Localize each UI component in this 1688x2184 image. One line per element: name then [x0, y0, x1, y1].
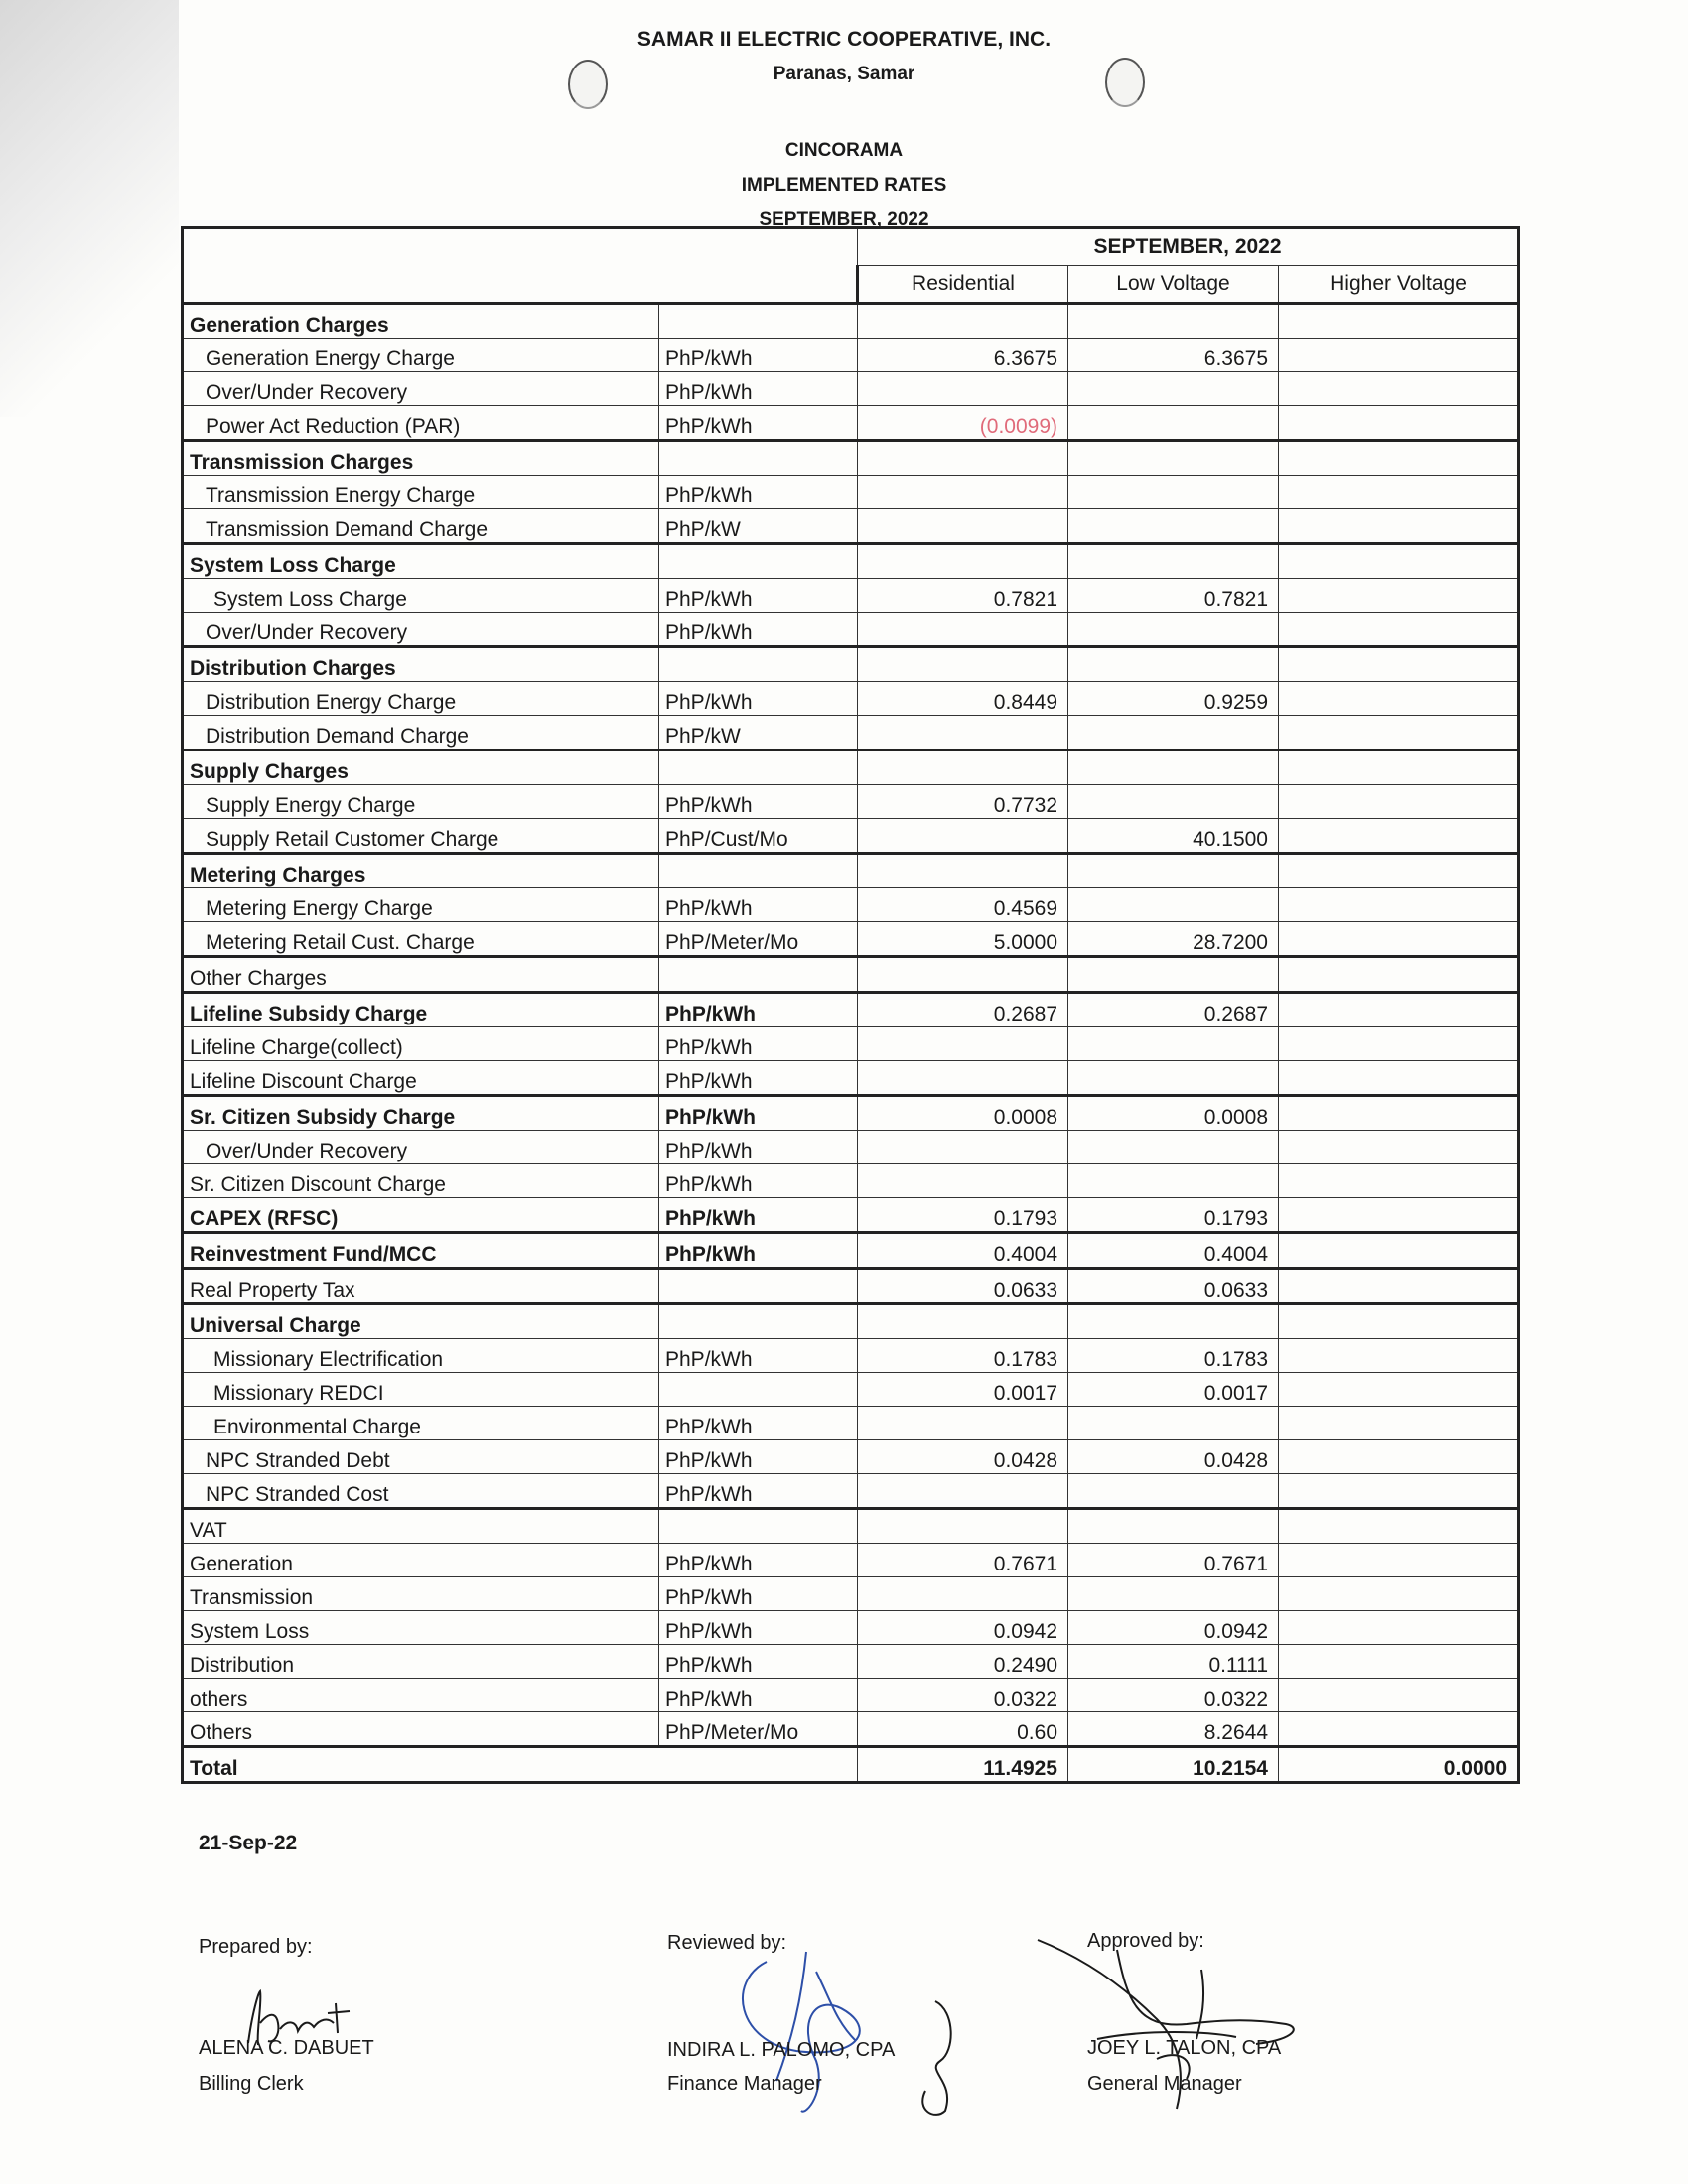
rate-residential: 0.2490: [858, 1645, 1068, 1679]
rate-higher-voltage: [1279, 509, 1519, 544]
rate-higher-voltage: [1279, 993, 1519, 1027]
rate-row: [183, 1577, 1519, 1611]
rate-label: Distribution: [183, 1645, 659, 1679]
rate-residential: [858, 716, 1068, 751]
col-header-low-voltage: Low Voltage: [1068, 266, 1279, 304]
rate-label: Power Act Reduction (PAR): [183, 406, 659, 441]
approved-by-title: General Manager: [1087, 2073, 1242, 2095]
rate-label: Over/Under Recovery: [183, 613, 659, 647]
rate-row: [183, 716, 1519, 751]
rate-residential: [858, 854, 1068, 888]
rate-residential: 0.7671: [858, 1544, 1068, 1577]
rate-residential: 0.1793: [858, 1198, 1068, 1233]
rate-low-voltage: 28.7200: [1068, 922, 1279, 957]
rate-label: VAT: [183, 1509, 659, 1544]
rate-row: [183, 647, 1519, 682]
rate-residential: [858, 647, 1068, 682]
rate-unit: [659, 544, 858, 579]
rate-low-voltage: 0.1111: [1068, 1645, 1279, 1679]
document-date: 21-Sep-22: [199, 1832, 298, 1854]
rate-residential: 5.0000: [858, 922, 1068, 957]
rate-label: Supply Retail Customer Charge: [183, 819, 659, 854]
rate-residential: [858, 544, 1068, 579]
org-name: SAMAR II ELECTRIC COOPERATIVE, INC.: [636, 28, 1052, 51]
approved-by-label: Approved by:: [1087, 1930, 1204, 1952]
rate-label: Metering Energy Charge: [183, 888, 659, 922]
rate-higher-voltage: [1279, 544, 1519, 579]
rate-row: [183, 1304, 1519, 1339]
rate-row: [183, 441, 1519, 476]
total-label: Total: [183, 1747, 858, 1783]
rate-row: [183, 476, 1519, 509]
rate-higher-voltage: [1279, 613, 1519, 647]
title-line-3: SEPTEMBER, 2022: [759, 209, 929, 230]
rate-higher-voltage: [1279, 922, 1519, 957]
rate-label: Metering Retail Cust. Charge: [183, 922, 659, 957]
rate-label: Generation Energy Charge: [183, 339, 659, 372]
rate-label: Distribution Demand Charge: [183, 716, 659, 751]
rate-low-voltage: [1068, 613, 1279, 647]
rate-row: [183, 613, 1519, 647]
rate-row: [183, 922, 1519, 957]
rate-higher-voltage: [1279, 819, 1519, 854]
rate-unit: PhP/kWh: [659, 579, 858, 613]
rate-higher-voltage: [1279, 579, 1519, 613]
approved-by-name: JOEY L. TALON, CPA: [1087, 2037, 1282, 2059]
rate-higher-voltage: [1279, 1096, 1519, 1131]
rate-higher-voltage: [1279, 476, 1519, 509]
rate-unit: [659, 441, 858, 476]
rate-row: [183, 1645, 1519, 1679]
rate-unit: PhP/Meter/Mo: [659, 922, 858, 957]
rate-label: Other Charges: [183, 957, 659, 993]
rate-unit: PhP/kWh: [659, 1339, 858, 1373]
rate-row: [183, 1407, 1519, 1440]
col-header-residential: Residential: [858, 266, 1068, 304]
rate-row: [183, 993, 1519, 1027]
rate-unit: PhP/kWh: [659, 1407, 858, 1440]
rate-row: [183, 509, 1519, 544]
rate-row: [183, 1027, 1519, 1061]
rate-row: [183, 819, 1519, 854]
rate-row: [183, 888, 1519, 922]
rate-row: [183, 1096, 1519, 1131]
rate-low-voltage: 0.0008: [1068, 1096, 1279, 1131]
rate-low-voltage: 0.9259: [1068, 682, 1279, 716]
rate-row: [183, 854, 1519, 888]
rate-residential: [858, 1027, 1068, 1061]
rate-unit: PhP/kWh: [659, 613, 858, 647]
rate-residential: 0.0017: [858, 1373, 1068, 1407]
header-blank-cell: [183, 228, 858, 304]
rate-residential: [858, 1474, 1068, 1509]
rate-low-voltage: [1068, 1164, 1279, 1198]
rate-unit: PhP/kWh: [659, 785, 858, 819]
rate-residential: 0.8449: [858, 682, 1068, 716]
rate-higher-voltage: [1279, 1027, 1519, 1061]
rate-residential: 0.4004: [858, 1233, 1068, 1269]
rate-low-voltage: [1068, 1474, 1279, 1509]
rate-residential: [858, 1164, 1068, 1198]
prepared-by-label: Prepared by:: [199, 1936, 313, 1958]
rate-row: [183, 957, 1519, 993]
rate-label: NPC Stranded Debt: [183, 1440, 659, 1474]
rate-low-voltage: [1068, 1509, 1279, 1544]
rate-low-voltage: [1068, 888, 1279, 922]
rate-higher-voltage: [1279, 304, 1519, 339]
rate-low-voltage: 0.4004: [1068, 1233, 1279, 1269]
rate-residential: 0.7732: [858, 785, 1068, 819]
rate-higher-voltage: [1279, 339, 1519, 372]
rate-residential: [858, 1061, 1068, 1096]
rate-higher-voltage: [1279, 751, 1519, 785]
rate-label: others: [183, 1679, 659, 1712]
rate-unit: PhP/kWh: [659, 682, 858, 716]
rate-unit: [659, 1373, 858, 1407]
rate-low-voltage: [1068, 372, 1279, 406]
rate-low-voltage: [1068, 957, 1279, 993]
rate-label: Transmission Demand Charge: [183, 509, 659, 544]
title-line-2: IMPLEMENTED RATES: [741, 175, 947, 196]
rate-label: Over/Under Recovery: [183, 372, 659, 406]
rate-row: [183, 1544, 1519, 1577]
rate-residential: 6.3675: [858, 339, 1068, 372]
rate-low-voltage: [1068, 1304, 1279, 1339]
rate-label: Lifeline Subsidy Charge: [183, 993, 659, 1027]
document-title: [0, 133, 1688, 237]
rate-row: [183, 1440, 1519, 1474]
rate-higher-voltage: [1279, 1269, 1519, 1304]
rate-unit: PhP/kW: [659, 716, 858, 751]
rate-residential: [858, 509, 1068, 544]
rate-low-voltage: [1068, 304, 1279, 339]
rate-label: Transmission Energy Charge: [183, 476, 659, 509]
rate-residential: [858, 613, 1068, 647]
rate-label: Sr. Citizen Discount Charge: [183, 1164, 659, 1198]
rate-row: [183, 1509, 1519, 1544]
rate-higher-voltage: [1279, 1679, 1519, 1712]
rate-row: [183, 1373, 1519, 1407]
rate-low-voltage: [1068, 751, 1279, 785]
rate-low-voltage: [1068, 406, 1279, 441]
rate-residential: [858, 957, 1068, 993]
rate-unit: [659, 304, 858, 339]
rate-unit: PhP/kWh: [659, 1577, 858, 1611]
rate-higher-voltage: [1279, 1611, 1519, 1645]
rate-label: Transmission Charges: [183, 441, 659, 476]
rate-unit: PhP/kWh: [659, 888, 858, 922]
col-header-higher-voltage: Higher Voltage: [1279, 266, 1519, 304]
rate-unit: PhP/kWh: [659, 476, 858, 509]
rate-row: [183, 1474, 1519, 1509]
rate-label: Missionary REDCI: [183, 1373, 659, 1407]
rate-label: Sr. Citizen Subsidy Charge: [183, 1096, 659, 1131]
rate-unit: [659, 957, 858, 993]
rate-higher-voltage: [1279, 1544, 1519, 1577]
rate-unit: PhP/kWh: [659, 406, 858, 441]
total-low-voltage: 10.2154: [1068, 1747, 1279, 1783]
rate-low-voltage: [1068, 509, 1279, 544]
rate-row: [183, 1269, 1519, 1304]
rates-table: [181, 226, 1520, 1784]
rate-low-voltage: 0.0633: [1068, 1269, 1279, 1304]
rate-higher-voltage: [1279, 785, 1519, 819]
rate-unit: [659, 1304, 858, 1339]
rate-row: [183, 682, 1519, 716]
rate-residential: [858, 1407, 1068, 1440]
rate-unit: PhP/Cust/Mo: [659, 819, 858, 854]
rate-unit: PhP/kWh: [659, 339, 858, 372]
rate-low-voltage: [1068, 1131, 1279, 1164]
rate-unit: PhP/kWh: [659, 1131, 858, 1164]
rate-unit: PhP/kWh: [659, 1474, 858, 1509]
rate-low-voltage: 6.3675: [1068, 339, 1279, 372]
rate-row: [183, 1339, 1519, 1373]
rate-label: CAPEX (RFSC): [183, 1198, 659, 1233]
period-header: SEPTEMBER, 2022: [858, 228, 1519, 266]
rate-higher-voltage: [1279, 957, 1519, 993]
rate-unit: PhP/Meter/Mo: [659, 1712, 858, 1747]
rate-higher-voltage: [1279, 1339, 1519, 1373]
rate-label: Real Property Tax: [183, 1269, 659, 1304]
rate-label: Distribution Energy Charge: [183, 682, 659, 716]
rate-residential: 0.2687: [858, 993, 1068, 1027]
rate-higher-voltage: [1279, 1407, 1519, 1440]
rate-residential: 0.0942: [858, 1611, 1068, 1645]
rate-low-voltage: 0.0322: [1068, 1679, 1279, 1712]
rate-residential: [858, 1509, 1068, 1544]
rate-low-voltage: [1068, 544, 1279, 579]
rate-unit: PhP/kWh: [659, 372, 858, 406]
rate-low-voltage: [1068, 854, 1279, 888]
rate-row: [183, 406, 1519, 441]
rate-unit: PhP/kWh: [659, 1027, 858, 1061]
rate-residential: [858, 819, 1068, 854]
rate-low-voltage: 0.2687: [1068, 993, 1279, 1027]
total-residential: 11.4925: [858, 1747, 1068, 1783]
reviewed-by-title: Finance Manager: [667, 2073, 822, 2095]
rate-label: Lifeline Discount Charge: [183, 1061, 659, 1096]
rate-low-voltage: 40.1500: [1068, 819, 1279, 854]
rate-label: NPC Stranded Cost: [183, 1474, 659, 1509]
rate-higher-voltage: [1279, 1304, 1519, 1339]
rate-unit: PhP/kWh: [659, 1679, 858, 1712]
rate-low-voltage: [1068, 1407, 1279, 1440]
rate-label: System Loss Charge: [183, 544, 659, 579]
rate-row: [183, 1712, 1519, 1747]
rate-unit: PhP/kWh: [659, 1198, 858, 1233]
rate-higher-voltage: [1279, 682, 1519, 716]
rate-residential: [858, 304, 1068, 339]
total-row: [183, 1747, 1519, 1783]
rate-row: [183, 1233, 1519, 1269]
rate-low-voltage: [1068, 1027, 1279, 1061]
rate-label: Supply Charges: [183, 751, 659, 785]
rate-low-voltage: [1068, 441, 1279, 476]
rate-higher-voltage: [1279, 647, 1519, 682]
rate-label: Transmission: [183, 1577, 659, 1611]
rate-higher-voltage: [1279, 1131, 1519, 1164]
rate-residential: [858, 1577, 1068, 1611]
rate-label: Generation: [183, 1544, 659, 1577]
org-location: Paranas, Samar: [773, 64, 915, 84]
rate-higher-voltage: [1279, 1198, 1519, 1233]
rate-label: System Loss: [183, 1611, 659, 1645]
prepared-by-name: ALENA C. DABUET: [199, 2037, 374, 2059]
rate-higher-voltage: [1279, 1712, 1519, 1747]
rate-low-voltage: [1068, 647, 1279, 682]
rate-label: Supply Energy Charge: [183, 785, 659, 819]
rate-residential: [858, 372, 1068, 406]
rate-label: Missionary Electrification: [183, 1339, 659, 1373]
rate-unit: PhP/kWh: [659, 1096, 858, 1131]
rate-row: [183, 1164, 1519, 1198]
rate-higher-voltage: [1279, 1373, 1519, 1407]
rate-low-voltage: 0.7671: [1068, 1544, 1279, 1577]
rate-row: [183, 544, 1519, 579]
rate-row: [183, 1679, 1519, 1712]
rate-higher-voltage: [1279, 406, 1519, 441]
rate-higher-voltage: [1279, 1577, 1519, 1611]
prepared-by-title: Billing Clerk: [199, 2073, 304, 2095]
rate-row: [183, 579, 1519, 613]
rate-low-voltage: 0.0017: [1068, 1373, 1279, 1407]
rate-low-voltage: 0.1793: [1068, 1198, 1279, 1233]
rate-higher-voltage: [1279, 441, 1519, 476]
total-higher-voltage: 0.0000: [1279, 1747, 1519, 1783]
rate-higher-voltage: [1279, 1164, 1519, 1198]
rate-low-voltage: [1068, 1061, 1279, 1096]
rate-residential: 0.0633: [858, 1269, 1068, 1304]
rate-label: Others: [183, 1712, 659, 1747]
rate-unit: PhP/kWh: [659, 1164, 858, 1198]
rate-residential: 0.4569: [858, 888, 1068, 922]
rate-unit: PhP/kWh: [659, 993, 858, 1027]
rate-low-voltage: [1068, 785, 1279, 819]
rate-unit: PhP/kWh: [659, 1544, 858, 1577]
rate-unit: PhP/kWh: [659, 1061, 858, 1096]
rate-unit: [659, 1269, 858, 1304]
rate-higher-voltage: [1279, 1474, 1519, 1509]
rate-row: [183, 785, 1519, 819]
rate-row: [183, 339, 1519, 372]
rate-unit: PhP/kWh: [659, 1645, 858, 1679]
rate-label: Environmental Charge: [183, 1407, 659, 1440]
rate-low-voltage: 0.0942: [1068, 1611, 1279, 1645]
rate-unit: PhP/kW: [659, 509, 858, 544]
rate-low-voltage: 8.2644: [1068, 1712, 1279, 1747]
rate-higher-voltage: [1279, 888, 1519, 922]
rate-residential: [858, 1131, 1068, 1164]
rate-higher-voltage: [1279, 1440, 1519, 1474]
rate-label: Metering Charges: [183, 854, 659, 888]
rate-low-voltage: [1068, 476, 1279, 509]
rate-residential: [858, 1304, 1068, 1339]
rate-unit: PhP/kWh: [659, 1440, 858, 1474]
rate-unit: PhP/kWh: [659, 1611, 858, 1645]
reviewed-by-name: INDIRA L. PALOMO, CPA: [667, 2039, 896, 2061]
rate-label: Lifeline Charge(collect): [183, 1027, 659, 1061]
rate-label: Universal Charge: [183, 1304, 659, 1339]
rate-row: [183, 304, 1519, 339]
rate-residential: 0.0428: [858, 1440, 1068, 1474]
rate-residential: [858, 751, 1068, 785]
rate-higher-voltage: [1279, 854, 1519, 888]
rate-residential: 0.7821: [858, 579, 1068, 613]
rate-row: [183, 751, 1519, 785]
rate-unit: PhP/kWh: [659, 1233, 858, 1269]
rate-unit: [659, 751, 858, 785]
rate-residential: 0.1783: [858, 1339, 1068, 1373]
rate-higher-voltage: [1279, 1645, 1519, 1679]
rate-residential: [858, 476, 1068, 509]
rate-low-voltage: 0.1783: [1068, 1339, 1279, 1373]
rate-unit: [659, 854, 858, 888]
rate-row: [183, 1198, 1519, 1233]
rate-row: [183, 1611, 1519, 1645]
reviewed-by-label: Reviewed by:: [667, 1932, 787, 1954]
rate-unit: [659, 1509, 858, 1544]
rate-higher-voltage: [1279, 1233, 1519, 1269]
rate-residential: [858, 441, 1068, 476]
rate-residential: 0.60: [858, 1712, 1068, 1747]
rate-higher-voltage: [1279, 716, 1519, 751]
rate-unit: [659, 647, 858, 682]
rate-low-voltage: 0.0428: [1068, 1440, 1279, 1474]
rate-residential: 0.0322: [858, 1679, 1068, 1712]
rate-row: [183, 372, 1519, 406]
rate-label: System Loss Charge: [183, 579, 659, 613]
rate-residential: (0.0099): [858, 406, 1068, 441]
rate-higher-voltage: [1279, 1509, 1519, 1544]
rate-row: [183, 1131, 1519, 1164]
title-line-1: CINCORAMA: [784, 140, 904, 161]
rate-label: Reinvestment Fund/MCC: [183, 1233, 659, 1269]
rate-residential: 0.0008: [858, 1096, 1068, 1131]
rate-label: Over/Under Recovery: [183, 1131, 659, 1164]
rates-body: [183, 304, 1519, 1747]
rate-low-voltage: [1068, 716, 1279, 751]
rate-higher-voltage: [1279, 372, 1519, 406]
rate-label: Distribution Charges: [183, 647, 659, 682]
rate-higher-voltage: [1279, 1061, 1519, 1096]
rate-low-voltage: 0.7821: [1068, 579, 1279, 613]
rate-label: Generation Charges: [183, 304, 659, 339]
rate-row: [183, 1061, 1519, 1096]
rate-low-voltage: [1068, 1577, 1279, 1611]
